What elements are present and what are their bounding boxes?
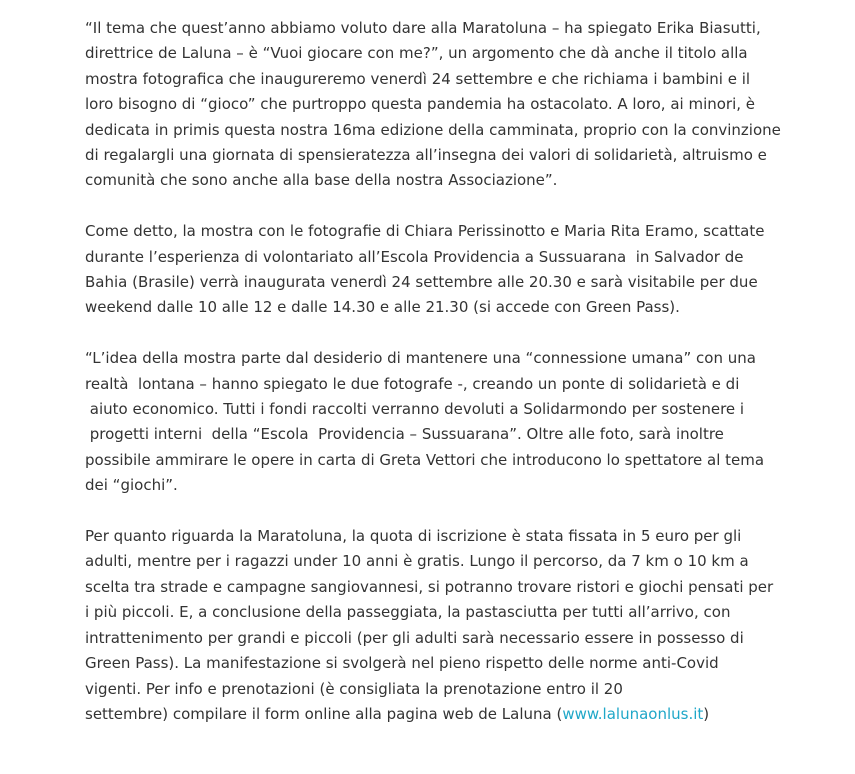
text-line: possibile ammirare le opere in carta di Greta Vettori che introducono lo spettatore al tema bbox=[85, 450, 765, 469]
paragraph-quote-photographers bbox=[85, 346, 790, 498]
article-body bbox=[85, 16, 790, 753]
text-line: “Il tema che quest’anno abbiamo voluto dare alla Maratoluna – ha spiegato Erika Biasutti, bbox=[85, 19, 761, 37]
text-line: mostra fotografica che inaugureremo venerdì 24 settembre e che richiama i bambini e il bbox=[85, 69, 751, 88]
text-line: aiuto economico. Tutti i fondi raccolti verranno devoluti a Solidarmondo per sostenere i bbox=[85, 400, 745, 419]
text-line: Bahia (Brasile) verrà inaugurata venerdì 24 settembre alle 20.30 e sarà visitabile per due bbox=[85, 273, 758, 292]
text-line: loro bisogno di “gioco” che purtroppo questa pandemia ha ostacolato. A loro, ai minori, è bbox=[85, 95, 756, 114]
text-line: direttrice de Laluna – è “Vuoi giocare con me?”, un argomento che dà anche il titolo alla bbox=[85, 44, 748, 63]
paragraph-exhibition-details bbox=[85, 219, 790, 321]
text-line: Per quanto riguarda la Maratoluna, la quota di iscrizione è stata fissata in 5 euro per gli bbox=[85, 527, 742, 546]
text-line: intrattenimento per grandi e piccoli (per gli adulti sarà necessario essere in possesso di bbox=[85, 628, 744, 647]
text-before-link: settembre) compilare il form online alla pagina web de Laluna ( bbox=[85, 704, 563, 723]
text-line: Green Pass). La manifestazione si svolgerà nel pieno rispetto delle norme anti-Covid bbox=[85, 654, 719, 673]
text-line: adulti, mentre per i ragazzi under 10 anni è gratis. Lungo il percorso, da 7 km o 10 km a bbox=[85, 552, 749, 571]
text-after-link: ) bbox=[703, 704, 710, 723]
text-line: “L’idea della mostra parte dal desiderio di mantenere una “connessione umana” con una bbox=[85, 349, 756, 368]
text-line: Come detto, la mostra con le fotografie di Chiara Perissinotto e Maria Rita Eramo, scattate bbox=[85, 222, 765, 241]
text-line: scelta tra strade e campagne sangiovannesi, si potranno trovare ristori e giochi pensati per bbox=[85, 577, 774, 596]
text-line: comunità che sono anche alla base della nostra Associazione”. bbox=[85, 171, 558, 190]
text-line: di regalargli una giornata di spensieratezza all’insegna dei valori di solidarietà, altruismo e bbox=[85, 146, 767, 165]
text-line: dedicata in primis questa nostra 16ma edizione della camminata, proprio con la convinzione bbox=[85, 120, 781, 139]
paragraph-quote-biasutti bbox=[85, 16, 790, 194]
text-line-with-link bbox=[85, 702, 790, 727]
text-line: dei “giochi”. bbox=[85, 476, 178, 495]
text-line: durante l’esperienza di volontariato all’Escola Providencia a Sussuarana in Salvador de bbox=[85, 247, 744, 266]
paragraph-registration-info bbox=[85, 524, 790, 727]
text-line: weekend dalle 10 alle 12 e dalle 14.30 e alle 21.30 (si accede con Green Pass). bbox=[85, 298, 680, 317]
text-line: progetti interni della “Escola Providencia – Sussuarana”. Oltre alle foto, sarà inoltre bbox=[85, 425, 724, 444]
text-line: i più piccoli. E, a conclusione della passeggiata, la pastasciutta per tutti all’arrivo, con bbox=[85, 603, 731, 622]
text-line: realtà lontana – hanno spiegato le due fotografe -, creando un ponte di solidarietà e di bbox=[85, 374, 740, 393]
lalunaonlus-link[interactable]: www.lalunaonlus.it bbox=[562, 704, 704, 723]
text-line: vigenti. Per info e prenotazioni (è consigliata la prenotazione entro il 20 bbox=[85, 679, 623, 698]
